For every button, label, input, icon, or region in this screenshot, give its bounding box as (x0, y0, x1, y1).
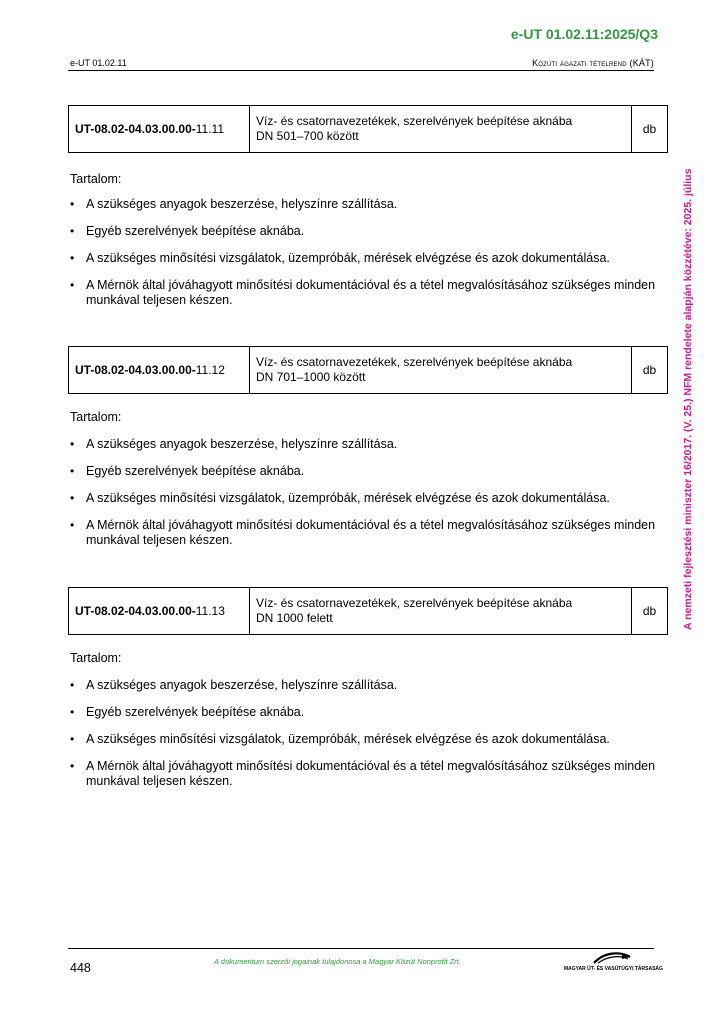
bullet-icon: • (70, 197, 75, 211)
item-description-line2: DN 501–700 között (256, 129, 359, 143)
item-code-main: UT-08.02-04.03.00.00- (75, 363, 196, 377)
item-description-line2: DN 1000 felett (256, 611, 333, 625)
content-label: Tartalom: (70, 410, 122, 424)
list-item (70, 518, 660, 548)
item-description-line1: Víz- és csatornavezetékek, szerelvények beépítése aknába (256, 596, 573, 610)
doc-code: e-UT 01.02.11:2025/Q3 (510, 26, 658, 42)
item-code (69, 106, 250, 153)
list-item (70, 197, 660, 212)
item-description-line2: DN 701–1000 között (256, 370, 366, 384)
item-code-suffix: 11.13 (195, 604, 225, 618)
item-code-main: UT-08.02-04.03.00.00- (75, 604, 196, 618)
item-table (68, 587, 668, 635)
logo-swoosh-icon (564, 950, 656, 966)
item-table (68, 105, 668, 153)
list-item (70, 437, 660, 452)
list-item-text: A szükséges anyagok beszerzése, helyszínre szállítása. (86, 197, 398, 211)
bullet-icon: • (70, 464, 75, 478)
content-label: Tartalom: (70, 172, 122, 186)
list-item (70, 705, 660, 720)
item-description-line1: Víz- és csatornavezetékek, szerelvények beépítése aknába (256, 114, 573, 128)
bullet-icon: • (70, 278, 75, 292)
item-table (68, 346, 668, 394)
list-item-text: A szükséges minősítési vizsgálatok, üzempróbák, mérések elvégzése és azok dokumentálása. (86, 251, 610, 265)
footer-note: A dokumentum szerzői jogainak tulajdonosa a Magyar Közút Nonprofit Zrt. (214, 957, 461, 966)
page-number: 448 (70, 961, 91, 975)
bullet-icon: • (70, 251, 75, 265)
header-rule (68, 70, 654, 71)
bullet-icon: • (70, 491, 75, 505)
item-code (69, 347, 250, 394)
list-item-text: A Mérnök által jóváhagyott minősítési dokumentációval és a tétel megvalósításához szükséges minden munkával teljesen készen. (86, 278, 656, 307)
item-code-suffix: 11.12 (195, 363, 225, 377)
item-unit: db (632, 106, 668, 153)
list-item (70, 759, 660, 789)
bullet-icon: • (70, 678, 75, 692)
content-list (70, 678, 660, 801)
header-left: e-UT 01.02.11 (70, 58, 127, 68)
bullet-icon: • (70, 759, 75, 773)
bullet-icon: • (70, 732, 75, 746)
content-list (70, 437, 660, 560)
item-unit: db (632, 347, 668, 394)
item-code-suffix: 11.11 (195, 122, 224, 136)
bullet-icon: • (70, 705, 75, 719)
content-label: Tartalom: (70, 651, 122, 665)
list-item (70, 224, 660, 239)
bullet-icon: • (70, 437, 75, 451)
item-code (69, 588, 250, 635)
list-item-text: A Mérnök által jóváhagyott minősítési dokumentációval és a tétel megvalósításához szükséges minden munkával teljesen készen. (86, 518, 656, 547)
list-item (70, 732, 660, 747)
list-item-text: A szükséges minősítési vizsgálatok, üzempróbák, mérések elvégzése és azok dokumentálása. (86, 491, 610, 505)
list-item (70, 464, 660, 479)
logo-text: MAGYAR ÚT- ÉS VASÚTÜGYI TÁRSASÁG (564, 966, 663, 972)
list-item (70, 678, 660, 693)
list-item-text: Egyéb szerelvények beépítése aknába. (86, 224, 305, 238)
list-item-text: A szükséges anyagok beszerzése, helyszínre szállítása. (86, 678, 398, 692)
bullet-icon: • (70, 224, 75, 238)
footer-rule (68, 948, 654, 949)
item-code-main: UT-08.02-04.03.00.00- (75, 122, 196, 136)
item-description (250, 106, 632, 153)
bullet-icon: • (70, 518, 75, 532)
item-unit: db (632, 588, 668, 635)
side-note: A nemzeti fejlesztési miniszter 16/2017. (V. 25.) NFM rendelete alapján közzétéve: 2025. július (682, 168, 694, 630)
list-item-text: A Mérnök által jóváhagyott minősítési dokumentációval és a tétel megvalósításához szükséges minden munkával teljesen készen. (86, 759, 656, 788)
logo (564, 950, 663, 972)
item-description-line1: Víz- és csatornavezetékek, szerelvények beépítése aknába (256, 355, 573, 369)
list-item-text: Egyéb szerelvények beépítése aknába. (86, 464, 305, 478)
list-item (70, 251, 660, 266)
item-description (250, 588, 632, 635)
list-item-text: A szükséges anyagok beszerzése, helyszínre szállítása. (86, 437, 398, 451)
list-item (70, 491, 660, 506)
list-item-text: A szükséges minősítési vizsgálatok, üzempróbák, mérések elvégzése és azok dokumentálása. (86, 732, 610, 746)
content-list (70, 197, 660, 320)
list-item (70, 278, 660, 308)
item-description (250, 347, 632, 394)
header-right: Közúti ágazati tételrend (KÁT) (532, 58, 654, 68)
list-item-text: Egyéb szerelvények beépítése aknába. (86, 705, 305, 719)
